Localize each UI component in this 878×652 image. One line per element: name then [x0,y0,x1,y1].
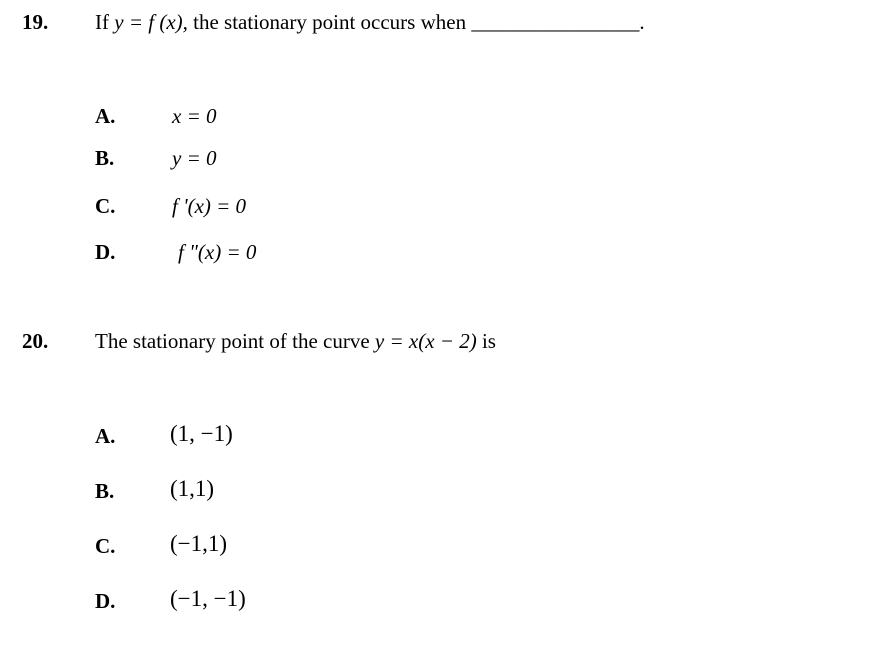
question-19-option-d-letter: D. [95,240,116,264]
question-19-option-a-letter: A. [95,104,116,128]
question-19-option-c-letter: C. [95,194,116,218]
question-20-option-c-expr: (−1,1) [170,531,228,556]
question-19-option-d-expr: f "(x) = 0 [178,240,257,264]
question-19-option-a-expr: x = 0 [172,104,217,128]
question-19-stem [95,10,645,35]
question-19-option-b-letter: B. [95,146,115,170]
question-19-option-c-expr: f '(x) = 0 [172,194,247,218]
question-19-number: 19. [22,10,49,34]
question-20-option-b-expr: (1,1) [170,476,215,501]
question-20-stem-expr: y = x(x − 2) [374,329,477,353]
question-19-stem-prefix: If [95,10,109,34]
question-20-stem [95,329,496,354]
question-20-stem-prefix: The stationary point of the curve [95,329,370,353]
question-19-stem-expr: y = f (x), [114,10,188,34]
question-20-option-a-letter: A. [95,424,116,448]
question-20-option-d-letter: D. [95,589,116,613]
question-20-option-b-letter: B. [95,479,115,503]
question-20-option-d-expr: (−1, −1) [170,586,246,611]
question-19-stem-text: the stationary point occurs when [193,10,467,34]
question-20-number: 20. [22,329,49,353]
question-19-blank: ________________. [471,10,645,34]
question-19-option-b-expr: y = 0 [172,146,217,170]
question-20-option-c-letter: C. [95,534,116,558]
question-20-option-a-expr: (1, −1) [170,421,233,446]
question-20-stem-suffix: is [481,329,496,353]
